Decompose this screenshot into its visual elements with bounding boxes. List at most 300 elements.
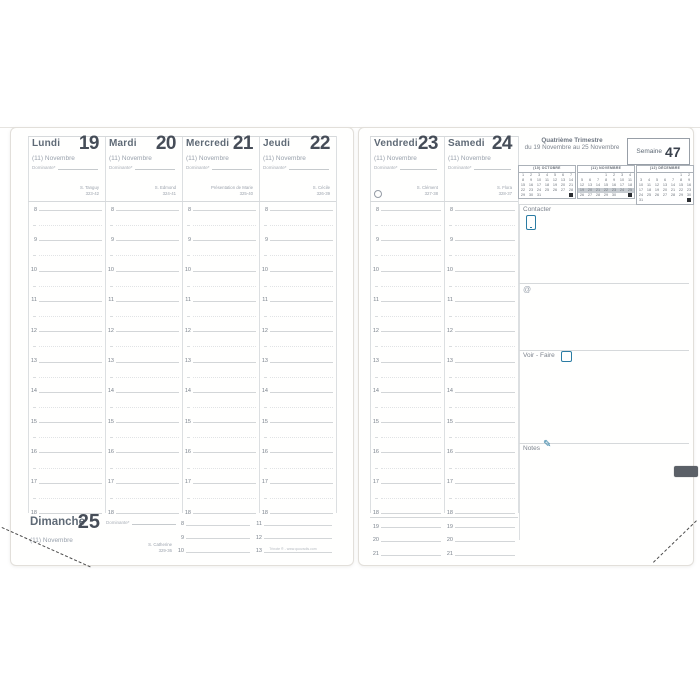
hour-label: 18 (30, 509, 37, 516)
hour-label: 17 (372, 479, 379, 486)
sunday-hour-line (264, 552, 332, 553)
half-hour-line (270, 407, 333, 408)
hour-line (193, 513, 256, 514)
hour-line (270, 362, 333, 363)
calendar-cell (661, 198, 669, 203)
half-hour-line (39, 316, 102, 317)
saint-block (30, 185, 99, 197)
calendar-cell: 15 (603, 182, 609, 187)
half-hour-line (270, 437, 333, 438)
hour-line (455, 527, 515, 528)
hour-label: 16 (30, 448, 37, 455)
half-hour-line (270, 316, 333, 317)
hour-label: 17 (261, 479, 268, 486)
calendar-cell: 6 (663, 177, 667, 182)
half-hour-tick (375, 407, 378, 408)
day-number: 21 (232, 133, 253, 154)
week-label: Semaine (636, 148, 663, 155)
half-hour-tick (264, 255, 267, 256)
week-number: 47 (665, 143, 681, 160)
half-hour-tick (264, 286, 267, 287)
half-hour-line (455, 286, 515, 287)
hour-label: 9 (264, 236, 268, 243)
hour-line (116, 240, 179, 241)
column-separator (28, 136, 29, 513)
half-hour-line (381, 225, 441, 226)
half-hour-tick (110, 498, 113, 499)
calendar-cell: 21 (670, 188, 676, 193)
half-hour-line (116, 407, 179, 408)
half-hour-line (39, 286, 102, 287)
hour-line (39, 331, 102, 332)
calendar-cell (567, 193, 575, 198)
hour-label: 13 (30, 358, 37, 364)
half-hour-line (39, 437, 102, 438)
hour-line (39, 392, 102, 393)
hour-line (116, 331, 179, 332)
half-hour-line (116, 316, 179, 317)
calendar-cell: 12 (654, 182, 660, 187)
half-hour-tick (187, 437, 190, 438)
half-hour-tick (375, 377, 378, 378)
calendar-cell: 1 (679, 172, 683, 177)
hour-line (381, 513, 441, 514)
month-end-marker (687, 198, 690, 201)
todo-section-title: Voir - Faire (523, 352, 555, 359)
hour-line (116, 301, 179, 302)
hour-line (381, 331, 441, 332)
hour-label: 14 (107, 388, 114, 395)
hour-line (116, 422, 179, 423)
half-hour-tick (187, 407, 190, 408)
calendar-cell: 30 (611, 193, 617, 198)
hour-label: 15 (372, 418, 379, 425)
dominante-row (448, 164, 511, 170)
half-hour-line (455, 316, 515, 317)
half-hour-line (39, 225, 102, 226)
calendar-cell: 20 (587, 188, 593, 193)
hour-line (270, 301, 333, 302)
half-hour-line (193, 286, 256, 287)
hour-line (455, 392, 515, 393)
day-month: (11) Novembre (186, 155, 229, 162)
hour-label: 11 (108, 297, 114, 304)
sunday-hour-line (186, 552, 250, 553)
hour-label: 14 (30, 388, 37, 395)
calendar-cell (551, 193, 559, 198)
saint-block (372, 185, 438, 197)
half-hour-tick (33, 377, 36, 378)
calendar-cell: 25 (544, 188, 550, 193)
hour-label: 15 (107, 418, 114, 425)
half-hour-line (455, 377, 515, 378)
calendar-cell: 19 (579, 188, 585, 193)
half-hour-tick (33, 407, 36, 408)
calendar-cell: 29 (603, 193, 609, 198)
dominante-line (58, 164, 98, 170)
half-hour-tick (449, 255, 452, 256)
half-hour-tick (264, 498, 267, 499)
hour-line (193, 362, 256, 363)
sunday-hour-label: 13 (255, 548, 262, 554)
calendar-cell: 11 (628, 177, 632, 182)
half-hour-line (381, 255, 441, 256)
calendar-cell: 7 (671, 177, 675, 182)
hour-label: 19 (372, 523, 379, 530)
half-hour-tick (33, 255, 36, 256)
week-range: du 19 Novembre au 25 Novembre (524, 144, 620, 151)
half-hour-tick (375, 346, 378, 347)
half-hour-tick (449, 437, 452, 438)
calendar-cell: 26 (552, 188, 558, 193)
calendar-cell (559, 193, 567, 198)
half-hour-line (193, 255, 256, 256)
calendar-cell: 5 (553, 172, 557, 177)
hour-line (39, 210, 102, 211)
hour-line (39, 422, 102, 423)
hour-label: 9 (449, 236, 453, 243)
half-hour-line (193, 468, 256, 469)
hour-label: 9 (33, 236, 37, 243)
dominante-line (400, 164, 437, 170)
day-count: 327-38 (424, 191, 438, 197)
half-hour-tick (110, 377, 113, 378)
half-hour-tick (264, 468, 267, 469)
calendar-cell: 7 (569, 172, 573, 177)
hour-label: 11 (447, 297, 453, 304)
mini-calendar (577, 165, 635, 199)
hour-line (381, 483, 441, 484)
hour-line (193, 392, 256, 393)
hour-label: 10 (30, 267, 37, 274)
footer-brand: Trinote ® - www.quovadis.com (269, 547, 317, 551)
half-hour-line (39, 255, 102, 256)
hour-label: 17 (184, 479, 191, 486)
mini-calendar (636, 165, 694, 205)
half-hour-tick (264, 346, 267, 347)
day-number: 23 (417, 133, 438, 154)
hour-label: 14 (372, 388, 379, 395)
half-hour-tick (375, 468, 378, 469)
calendar-cell: 3 (537, 172, 541, 177)
calendar-cell: 1 (604, 172, 608, 177)
calendar-cell: 16 (611, 182, 617, 187)
calendar-cell: 18 (627, 182, 633, 187)
half-hour-tick (110, 316, 113, 317)
calendar-cell: 8 (521, 177, 525, 182)
half-hour-line (270, 468, 333, 469)
half-hour-tick (264, 316, 267, 317)
calendar-cell: 16 (528, 182, 534, 187)
calendar-cell: 6 (588, 177, 592, 182)
half-hour-tick (33, 286, 36, 287)
half-hour-line (270, 255, 333, 256)
hour-label: 10 (372, 267, 379, 274)
hour-line (193, 271, 256, 272)
hour-line (270, 240, 333, 241)
half-hour-line (39, 468, 102, 469)
hour-line (270, 513, 333, 514)
dominante-label: Dominante* (374, 165, 398, 170)
calendar-cell: 4 (545, 172, 549, 177)
hour-label: 17 (30, 479, 37, 486)
half-hour-line (116, 225, 179, 226)
calendar-cell: 18 (544, 182, 550, 187)
dominante-label: Dominante* (32, 165, 56, 170)
calendar-cell: 14 (568, 177, 574, 182)
edge-tab-marker (674, 466, 698, 477)
calendar-cell (677, 198, 685, 203)
half-hour-line (381, 468, 441, 469)
calendar-cell: 15 (520, 182, 526, 187)
hour-line (193, 331, 256, 332)
calendar-title: (11) NOVEMBRE (578, 166, 634, 173)
hour-label: 16 (261, 448, 268, 455)
day-header-bottom-rule (28, 201, 336, 202)
day-month: (11) Novembre (374, 155, 417, 162)
dominante-line (135, 164, 175, 170)
half-hour-line (39, 346, 102, 347)
saint-name: S. Clément (416, 185, 438, 190)
day-name-vendredi: Vendredi (374, 138, 418, 149)
hour-line (455, 301, 515, 302)
hour-line (381, 422, 441, 423)
saint-block (446, 185, 512, 197)
hour-label: 21 (372, 551, 379, 558)
half-hour-line (270, 225, 333, 226)
sunday-hour-line (264, 538, 332, 539)
day-number: 24 (491, 133, 512, 154)
hour-label: 16 (107, 448, 114, 455)
hour-line (455, 452, 515, 453)
calendar-cell: 23 (686, 188, 692, 193)
calendar-cell: 9 (687, 177, 691, 182)
calendar-cell: 10 (536, 177, 542, 182)
half-hour-tick (187, 316, 190, 317)
day-count: 328-37 (498, 191, 512, 197)
calendar-cell (543, 193, 551, 198)
half-hour-tick (375, 498, 378, 499)
half-hour-tick (110, 346, 113, 347)
full-moon-icon (374, 190, 382, 198)
calendar-cell: 4 (628, 172, 632, 177)
half-hour-tick (187, 498, 190, 499)
sunday-saint-block (124, 542, 172, 554)
half-hour-line (193, 346, 256, 347)
hour-line (381, 452, 441, 453)
calendar-cell: 14 (595, 182, 601, 187)
hour-line (39, 301, 102, 302)
day-name-mardi: Mardi (109, 138, 137, 149)
half-hour-tick (264, 407, 267, 408)
sidebar-left-border (519, 204, 520, 540)
sunday-hour-line (186, 525, 250, 526)
sunday-hour-label: 9 (180, 534, 184, 541)
day-month: (11) Novembre (109, 155, 152, 162)
hour-line (39, 513, 102, 514)
saint-block (261, 185, 330, 197)
dominante-line (289, 164, 329, 170)
hour-label: 20 (372, 537, 379, 544)
hour-line (381, 362, 441, 363)
half-hour-tick (110, 468, 113, 469)
calendar-cell: 30 (528, 193, 534, 198)
calendar-cell: 29 (678, 193, 684, 198)
sunday-dominante-row (106, 519, 176, 525)
hour-line (39, 271, 102, 272)
half-hour-tick (110, 225, 113, 226)
day-month: (11) Novembre (32, 155, 75, 162)
hour-label: 18 (107, 509, 114, 516)
hour-label: 13 (372, 358, 379, 364)
hour-label: 11 (373, 297, 379, 304)
half-hour-tick (187, 346, 190, 347)
half-hour-line (116, 377, 179, 378)
half-hour-line (455, 407, 515, 408)
hour-label: 12 (446, 327, 453, 334)
calendar-cell: 12 (552, 177, 558, 182)
day-count: 329-36 (158, 548, 172, 554)
hour-line (455, 483, 515, 484)
half-hour-tick (449, 498, 452, 499)
sidebar-divider (519, 283, 689, 284)
hour-line (270, 210, 333, 211)
hour-label: 12 (107, 327, 114, 334)
dominante-label: Dominante* (263, 165, 287, 170)
calendar-cell: 21 (568, 182, 574, 187)
hour-label: 16 (372, 448, 379, 455)
day-name-samedi: Samedi (448, 138, 485, 149)
half-hour-line (193, 407, 256, 408)
hour-line (381, 210, 441, 211)
hour-line (381, 240, 441, 241)
hour-line (193, 452, 256, 453)
half-hour-tick (33, 316, 36, 317)
hour-label: 12 (261, 327, 268, 334)
calendar-cell: 25 (627, 188, 633, 193)
calendar-cell: 3 (639, 177, 643, 182)
saint-block (107, 185, 176, 197)
hour-line (381, 271, 441, 272)
calendar-cell: 20 (560, 182, 566, 187)
half-hour-line (270, 346, 333, 347)
calendar-cell: 8 (679, 177, 683, 182)
day-count: 323-42 (85, 191, 99, 197)
calendar-cell: 27 (587, 193, 593, 198)
dominante-row (374, 164, 437, 170)
calendar-cell: 15 (678, 182, 684, 187)
half-hour-line (116, 468, 179, 469)
half-hour-tick (187, 255, 190, 256)
hour-line (455, 331, 515, 332)
calendar-cell: 1 (521, 172, 525, 177)
half-hour-line (193, 498, 256, 499)
day-month: (11) Novembre (448, 155, 491, 162)
half-hour-tick (110, 255, 113, 256)
hour-label: 21 (446, 551, 453, 558)
calendar-title: (10) OCTOBRE (519, 166, 575, 173)
half-hour-line (270, 377, 333, 378)
dominante-row (109, 164, 175, 170)
hour-label: 14 (184, 388, 191, 395)
calendar-cell: 11 (647, 182, 651, 187)
calendar-cell: 6 (561, 172, 565, 177)
calendar-cell: 19 (654, 188, 660, 193)
calendar-cell: 27 (560, 188, 566, 193)
calendar-cell: 24 (536, 188, 542, 193)
hour-label: 10 (261, 267, 268, 274)
calendar-cell: 21 (595, 188, 601, 193)
hour-line (381, 527, 441, 528)
calendar-cell: 17 (638, 188, 644, 193)
evening-separator (444, 517, 518, 518)
hour-label: 11 (185, 297, 191, 304)
column-separator (105, 136, 106, 513)
calendar-cell: 2 (687, 172, 691, 177)
half-hour-tick (449, 346, 452, 347)
half-hour-line (39, 498, 102, 499)
hour-label: 20 (446, 537, 453, 544)
half-hour-tick (449, 377, 452, 378)
half-hour-line (193, 225, 256, 226)
hour-label: 18 (261, 509, 268, 516)
half-hour-line (116, 437, 179, 438)
hour-label: 14 (261, 388, 268, 395)
calendar-cell: 23 (611, 188, 617, 193)
calendar-grid (519, 173, 575, 199)
day-number: 22 (309, 133, 330, 154)
day-count: 326-39 (316, 191, 330, 197)
hour-line (455, 240, 515, 241)
checkbox-icon (561, 351, 572, 362)
calendar-cell: 7 (596, 177, 600, 182)
half-hour-line (381, 377, 441, 378)
half-hour-line (116, 346, 179, 347)
sunday-hour-label: 12 (255, 534, 262, 541)
half-hour-tick (33, 498, 36, 499)
mini-calendar (518, 165, 576, 199)
hour-label: 9 (110, 236, 114, 243)
day-count: 325-40 (239, 191, 253, 197)
hour-label: 15 (30, 418, 37, 425)
half-hour-tick (33, 225, 36, 226)
hour-label: 13 (107, 358, 114, 364)
calendar-cell (685, 198, 693, 203)
half-hour-tick (375, 286, 378, 287)
week-number-box (627, 138, 690, 165)
sunday-hour-line (186, 538, 250, 539)
hour-label: 16 (184, 448, 191, 455)
half-hour-line (455, 468, 515, 469)
calendar-cell: 29 (520, 193, 526, 198)
half-hour-line (381, 407, 441, 408)
hour-line (381, 392, 441, 393)
saint-name: S. Edmond (154, 185, 176, 190)
hour-line (39, 362, 102, 363)
column-separator (444, 136, 445, 513)
calendar-cell: 22 (603, 188, 609, 193)
hour-line (39, 240, 102, 241)
hour-label: 11 (262, 297, 268, 304)
calendar-cell: 28 (568, 188, 574, 193)
half-hour-line (116, 286, 179, 287)
hour-label: 12 (30, 327, 37, 334)
calendar-cell: 25 (646, 193, 652, 198)
calendar-cell: 20 (662, 188, 668, 193)
half-hour-tick (33, 437, 36, 438)
half-hour-tick (264, 437, 267, 438)
saint-name: S. Tanguy (79, 185, 99, 190)
